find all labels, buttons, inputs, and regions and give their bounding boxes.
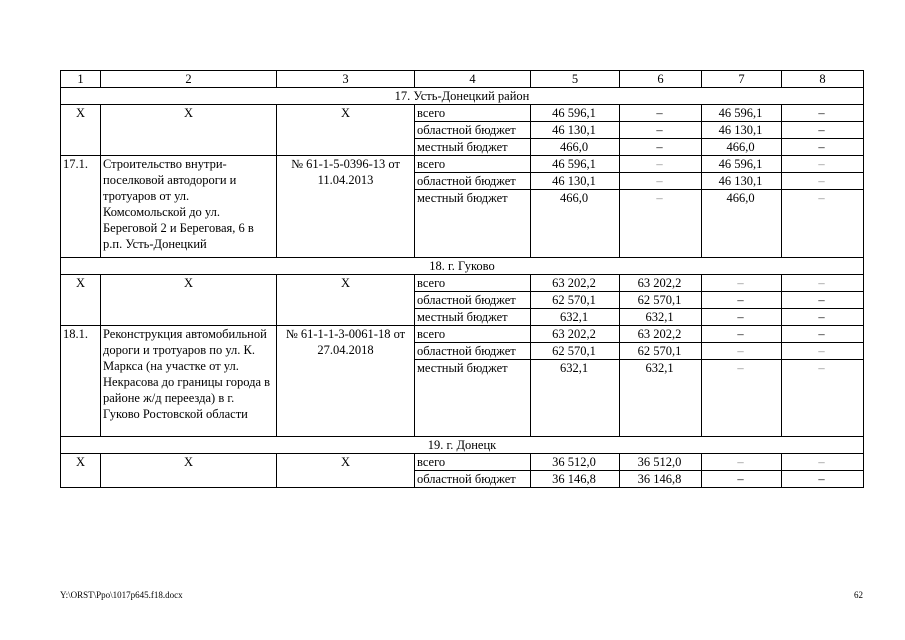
- column-header: 5: [531, 71, 620, 88]
- table-row: [61, 275, 864, 292]
- section-title: 17. Усть-Донецкий район: [61, 88, 864, 105]
- cell-doc: № 61-1-5-0396-13 от 11.04.2013: [277, 156, 415, 258]
- cell-value: 632,1: [531, 309, 620, 326]
- cell-value: 466,0: [702, 139, 782, 156]
- cell-value: 62 570,1: [620, 343, 702, 360]
- cell-value: –: [782, 454, 864, 471]
- cell-value: –: [782, 190, 864, 258]
- column-header: 8: [782, 71, 864, 88]
- cell-value: –: [782, 105, 864, 122]
- cell-value: 62 570,1: [531, 292, 620, 309]
- table-row: [61, 454, 864, 471]
- cell-num: Х: [61, 275, 101, 326]
- table-row: [61, 156, 864, 173]
- column-header: 2: [101, 71, 277, 88]
- cell-value: –: [702, 292, 782, 309]
- section-title-row: [61, 88, 864, 105]
- cell-budget-type: областной бюджет: [415, 471, 531, 488]
- cell-value: 63 202,2: [620, 326, 702, 343]
- cell-value: 63 202,2: [531, 275, 620, 292]
- cell-value: –: [702, 471, 782, 488]
- cell-value: 36 512,0: [531, 454, 620, 471]
- cell-value: –: [702, 309, 782, 326]
- cell-value: –: [782, 122, 864, 139]
- cell-value: 466,0: [702, 190, 782, 258]
- cell-budget-type: всего: [415, 105, 531, 122]
- section-title-row: [61, 437, 864, 454]
- column-header: 4: [415, 71, 531, 88]
- cell-value: 63 202,2: [620, 275, 702, 292]
- cell-budget-type: всего: [415, 454, 531, 471]
- cell-value: –: [620, 190, 702, 258]
- cell-value: –: [782, 292, 864, 309]
- cell-value: –: [782, 275, 864, 292]
- column-header: 3: [277, 71, 415, 88]
- cell-value: –: [702, 275, 782, 292]
- column-header: 1: [61, 71, 101, 88]
- cell-value: 46 596,1: [702, 156, 782, 173]
- cell-budget-type: местный бюджет: [415, 360, 531, 437]
- cell-value: 62 570,1: [531, 343, 620, 360]
- cell-name: Х: [101, 275, 277, 326]
- cell-budget-type: местный бюджет: [415, 190, 531, 258]
- cell-value: 632,1: [620, 360, 702, 437]
- column-header: 6: [620, 71, 702, 88]
- cell-budget-type: областной бюджет: [415, 122, 531, 139]
- cell-value: –: [782, 309, 864, 326]
- cell-doc: Х: [277, 275, 415, 326]
- cell-value: –: [702, 343, 782, 360]
- table-row: [61, 326, 864, 343]
- cell-name: Реконструкция автомобильной дороги и тротуаров по ул. К. Маркса (на участке от ул. Некрасова до границы города в районе ж/д переезда) в г. Гуково Ростовской области: [101, 326, 277, 437]
- cell-value: 466,0: [531, 190, 620, 258]
- cell-value: –: [702, 360, 782, 437]
- cell-value: –: [782, 360, 864, 437]
- cell-value: 632,1: [620, 309, 702, 326]
- table-row: [61, 105, 864, 122]
- column-header: 7: [702, 71, 782, 88]
- cell-value: –: [782, 343, 864, 360]
- cell-num: Х: [61, 454, 101, 488]
- cell-value: 632,1: [531, 360, 620, 437]
- cell-value: 36 512,0: [620, 454, 702, 471]
- cell-name: Х: [101, 105, 277, 156]
- cell-name: Строительство внутри-поселковой автодороги и тротуаров от ул. Комсомольской до ул. Береговой 2 и Береговая, 6 в р.п. Усть-Донецкий: [101, 156, 277, 258]
- cell-value: 466,0: [531, 139, 620, 156]
- column-header-row: [61, 71, 864, 88]
- cell-budget-type: областной бюджет: [415, 173, 531, 190]
- cell-value: –: [620, 156, 702, 173]
- cell-value: –: [620, 173, 702, 190]
- cell-value: –: [620, 139, 702, 156]
- cell-num: 17.1.: [61, 156, 101, 258]
- cell-value: 63 202,2: [531, 326, 620, 343]
- cell-num: Х: [61, 105, 101, 156]
- cell-num: 18.1.: [61, 326, 101, 437]
- cell-value: 46 130,1: [531, 173, 620, 190]
- cell-value: 46 596,1: [702, 105, 782, 122]
- cell-budget-type: местный бюджет: [415, 309, 531, 326]
- cell-value: 62 570,1: [620, 292, 702, 309]
- cell-value: 46 596,1: [531, 105, 620, 122]
- cell-value: –: [782, 326, 864, 343]
- cell-budget-type: областной бюджет: [415, 343, 531, 360]
- cell-value: –: [782, 173, 864, 190]
- footer-file-path: Y:\ORST\Ppo\1017p645.f18.docx: [60, 590, 183, 600]
- cell-value: 46 596,1: [531, 156, 620, 173]
- section-title: 18. г. Гуково: [61, 258, 864, 275]
- section-title-row: [61, 258, 864, 275]
- cell-name: Х: [101, 454, 277, 488]
- cell-value: –: [620, 122, 702, 139]
- cell-budget-type: местный бюджет: [415, 139, 531, 156]
- cell-value: 46 130,1: [531, 122, 620, 139]
- footer-page-number: 62: [854, 590, 863, 600]
- budget-table: [60, 70, 864, 488]
- cell-doc: Х: [277, 454, 415, 488]
- cell-budget-type: всего: [415, 156, 531, 173]
- cell-budget-type: всего: [415, 326, 531, 343]
- cell-doc: № 61-1-1-3-0061-18 от 27.04.2018: [277, 326, 415, 437]
- cell-value: 46 130,1: [702, 122, 782, 139]
- section-title: 19. г. Донецк: [61, 437, 864, 454]
- cell-value: –: [702, 326, 782, 343]
- cell-value: –: [782, 156, 864, 173]
- cell-doc: Х: [277, 105, 415, 156]
- cell-value: –: [782, 139, 864, 156]
- cell-value: –: [702, 454, 782, 471]
- cell-value: 46 130,1: [702, 173, 782, 190]
- cell-value: –: [782, 471, 864, 488]
- cell-value: 36 146,8: [620, 471, 702, 488]
- cell-budget-type: всего: [415, 275, 531, 292]
- cell-value: –: [620, 105, 702, 122]
- cell-budget-type: областной бюджет: [415, 292, 531, 309]
- cell-value: 36 146,8: [531, 471, 620, 488]
